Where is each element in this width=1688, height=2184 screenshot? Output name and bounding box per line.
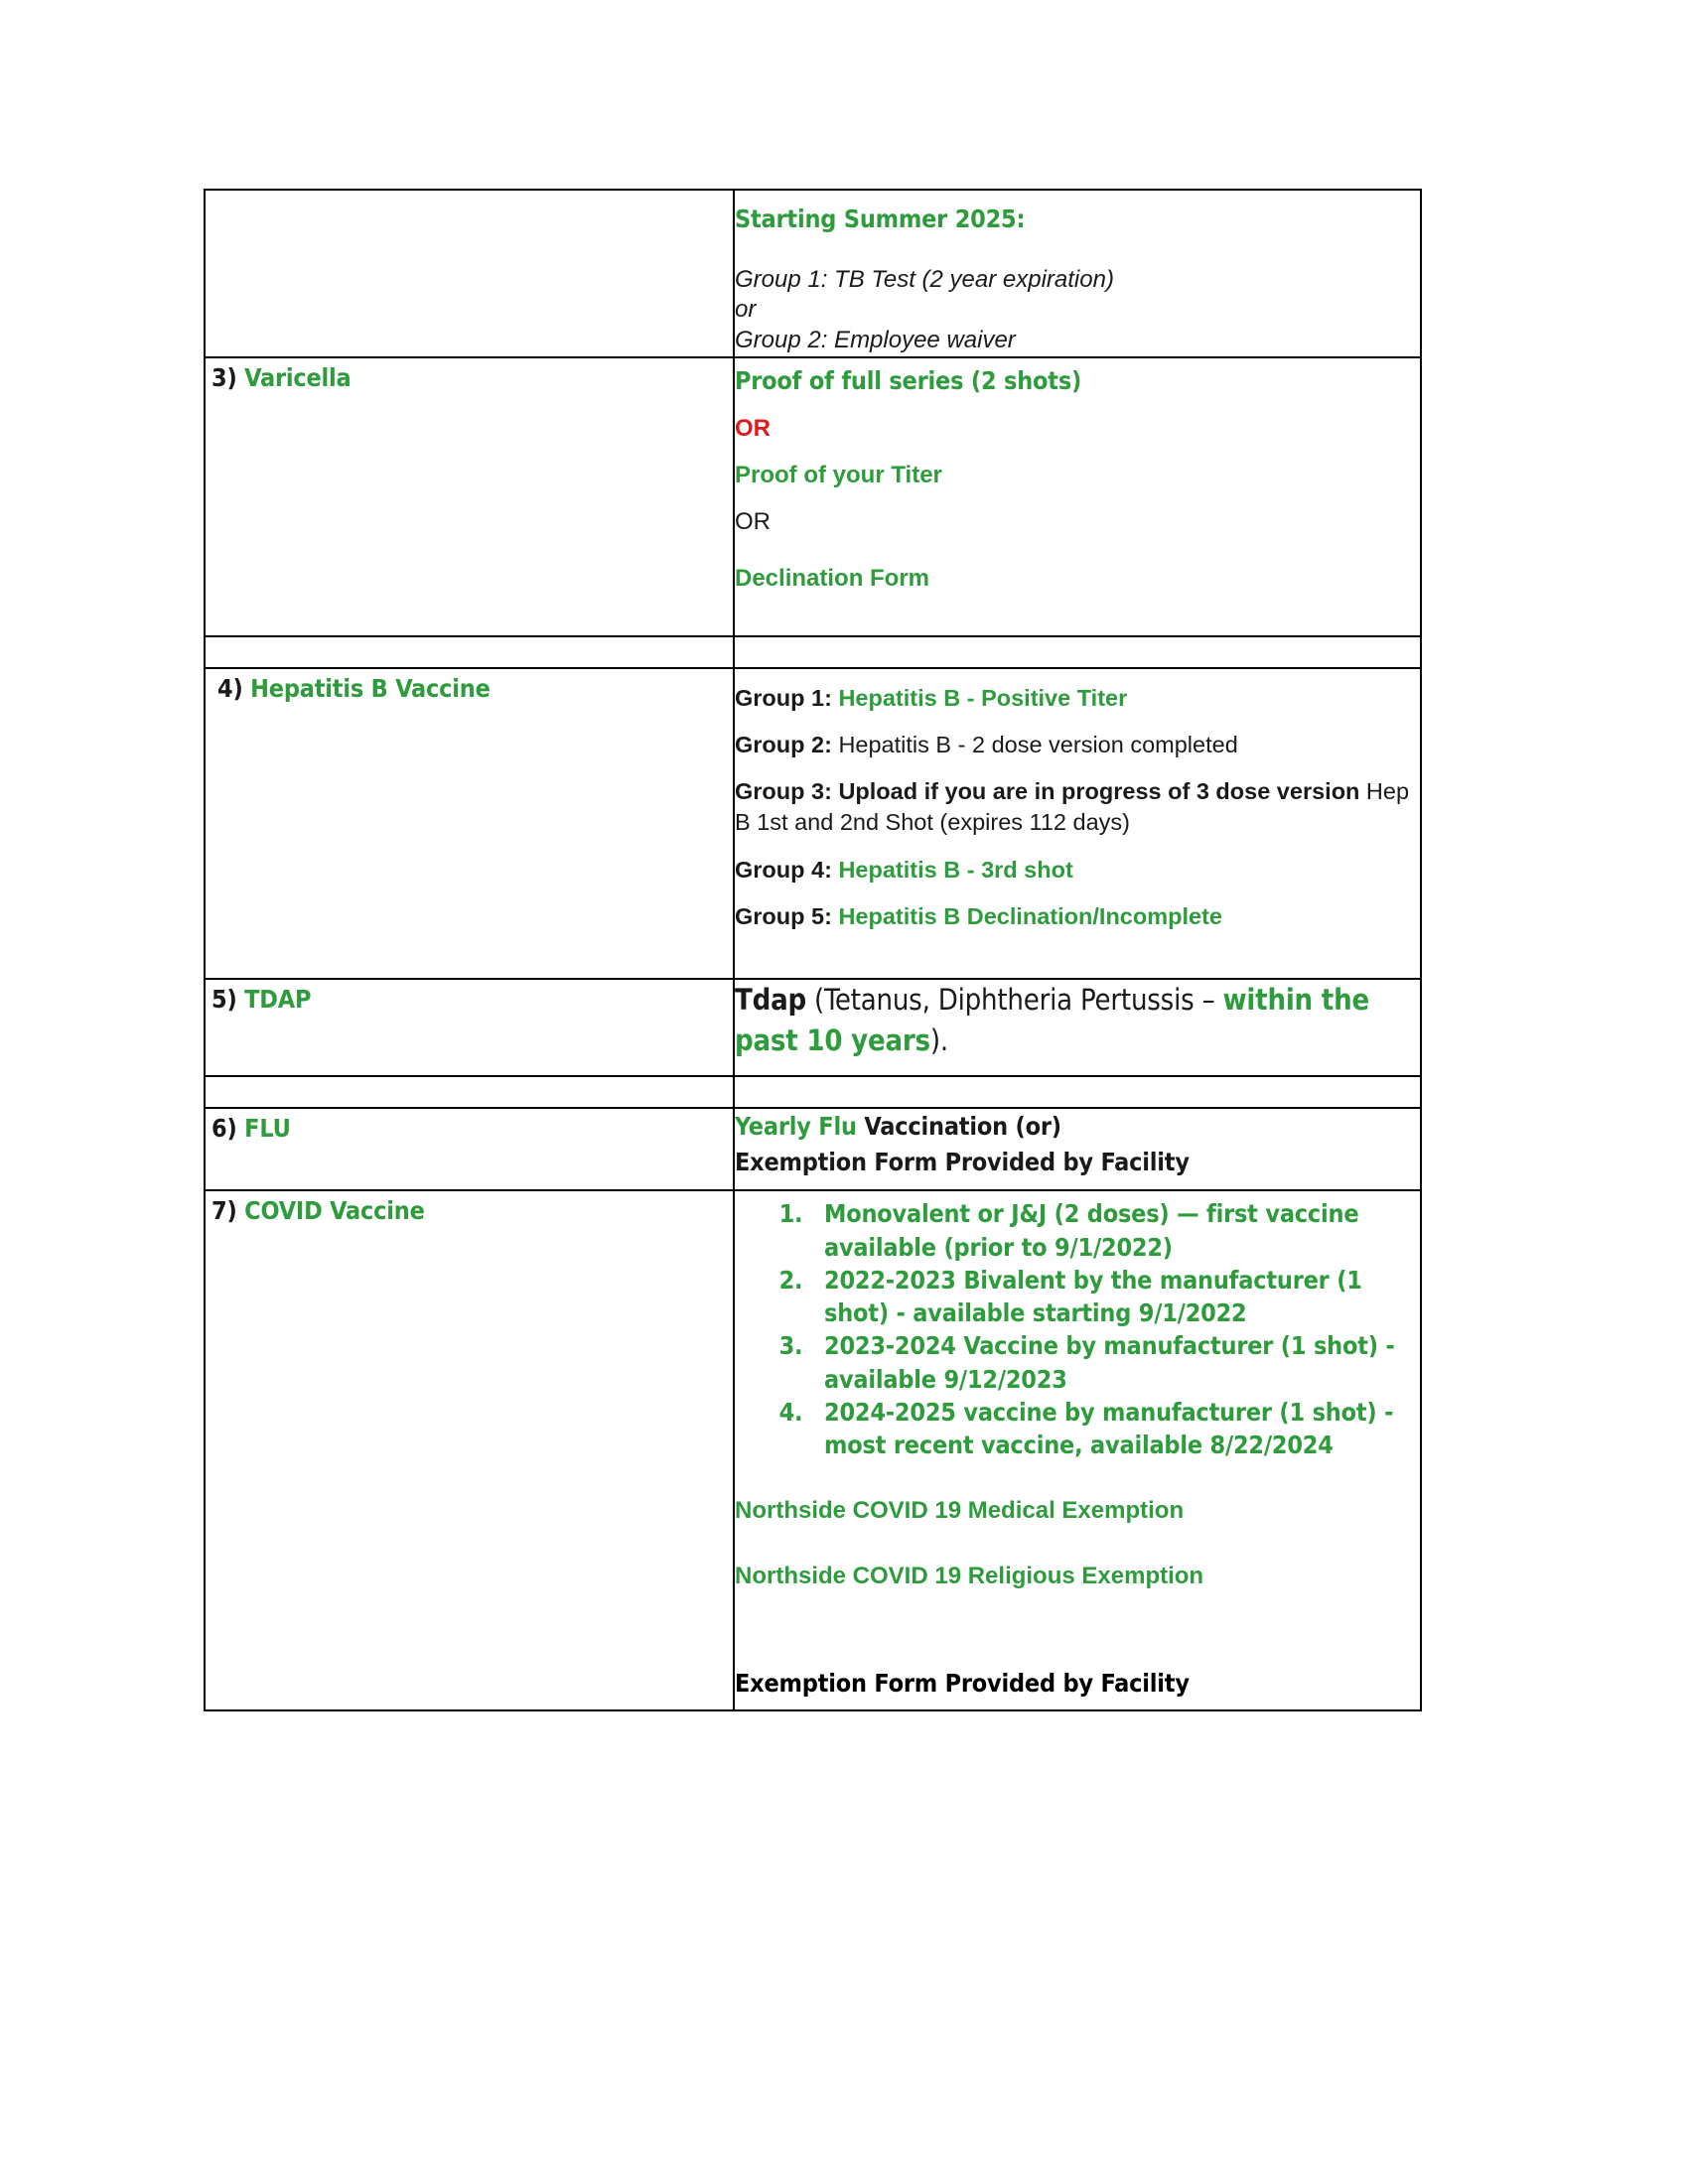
hepb-number: 4) (217, 673, 243, 703)
covid-name: COVID Vaccine (236, 1196, 425, 1226)
covid-label (211, 1195, 733, 1228)
spacer-1-right (734, 636, 1421, 668)
hepb-group-3 (735, 776, 1420, 839)
tdap-plain: (Tetanus, Diphtheria Pertussis – (805, 983, 1223, 1018)
flu-line-1 (735, 1109, 1420, 1145)
hepb-group-1 (735, 683, 1420, 714)
covid-body-cell (734, 1190, 1421, 1709)
flu-line-2: Exemption Form Provided by Facility (735, 1147, 1190, 1176)
hepb-label (217, 673, 733, 706)
varicella-number: 3) (211, 362, 237, 392)
covid-vaccine-list (735, 1197, 1420, 1461)
hepb-group-4-value: Hepatitis B - 3rd shot (831, 856, 1073, 883)
varicella-body-cell (734, 357, 1421, 636)
table-row-varicella (205, 357, 1421, 636)
list-item: 1. Monovalent or J&J (2 doses) — first vaccine available (prior to 9/1/2022) (810, 1197, 1420, 1264)
covid-spacer-1 (735, 1461, 1420, 1495)
tdap-text (735, 980, 1420, 1061)
hepb-group-1-name: Group 1: (735, 684, 832, 711)
varicella-name: Varicella (236, 362, 352, 392)
hepb-group-5-name: Group 5: (735, 902, 832, 929)
table-row-tb (205, 190, 1421, 357)
tdap-name: TDAP (236, 985, 312, 1015)
varicella-or-1: OR (735, 415, 771, 443)
flu-label (211, 1113, 733, 1146)
flu-label-cell (205, 1108, 734, 1190)
list-item: 4. 2024-2025 vaccine by manufacturer (1 shot) - most recent vaccine, available 8/22/2024 (810, 1396, 1420, 1462)
covid-medical-exemption: Northside COVID 19 Medical Exemption (735, 1497, 1185, 1525)
tb-group2: Group 2: Employee waiver (735, 326, 1016, 353)
tb-or: or (735, 296, 757, 324)
hepb-group-3-plain: Hep B 1st and 2nd Shot (expires 112 days) (735, 778, 1410, 836)
hepb-label-cell (205, 668, 734, 980)
hepb-group-4-name: Group 4: (735, 856, 832, 883)
table-row-flu (205, 1108, 1421, 1190)
hepb-group-3-name: Group 3: (735, 778, 832, 805)
spacer-2-left (205, 1076, 734, 1108)
tdap-body-cell (734, 979, 1421, 1076)
varicella-line-1: Proof of full series (2 shots) (735, 365, 1082, 395)
tdap-green: within the past 10 years (735, 983, 1369, 1058)
covid-label-cell (205, 1190, 734, 1709)
tdap-number: 5) (211, 985, 237, 1015)
varicella-label-cell (205, 357, 734, 636)
list-item: 3. 2023-2024 Vaccine by manufacturer (1 shot) - available 9/12/2023 (810, 1329, 1420, 1396)
hepb-group-3-bold: Upload if you are in progress of 3 dose version (831, 778, 1360, 805)
table-row-hepatitis-b (205, 668, 1421, 980)
tb-label-empty (206, 191, 733, 356)
tdap-tail: ). (929, 1024, 948, 1058)
hepb-group-5-value: Hepatitis B Declination/Incomplete (831, 902, 1222, 929)
table-row-spacer-2 (205, 1076, 1421, 1108)
table-row-tdap (205, 979, 1421, 1076)
list-item: 2. 2022-2023 Bivalent by the manufacturer (1 shot) - available starting 9/1/2022 (810, 1264, 1420, 1330)
flu-name: FLU (236, 1114, 291, 1144)
tb-body-cell (734, 190, 1421, 357)
spacer-2-right (734, 1076, 1421, 1108)
varicella-label (211, 362, 733, 395)
tb-label-cell (205, 190, 734, 357)
hepb-group-2-value: Hepatitis B - 2 dose version completed (831, 731, 1238, 757)
flu-number: 6) (211, 1114, 237, 1144)
hepb-group-2-name: Group 2: (735, 731, 832, 757)
hepb-group-4 (735, 855, 1420, 886)
covid-religious-exemption: Northside COVID 19 Religious Exemption (735, 1562, 1204, 1589)
covid-facility-form: Exemption Form Provided by Facility (735, 1668, 1190, 1698)
tb-heading: Starting Summer 2025: (735, 205, 1026, 233)
hepb-group-1-value: Hepatitis B - Positive Titer (831, 684, 1128, 711)
varicella-line-3: Declination Form (735, 565, 930, 593)
spacer-1-left (205, 636, 734, 668)
covid-spacer-3 (735, 1591, 1420, 1669)
table-row-spacer-1 (205, 636, 1421, 668)
hepb-group-2 (735, 730, 1420, 760)
hepb-name: Hepatitis B Vaccine (242, 673, 491, 703)
varicella-line-2: Proof of your Titer (735, 462, 942, 489)
tb-spacer (735, 237, 1420, 265)
tdap-label (211, 984, 733, 1017)
tb-group1: Group 1: TB Test (2 year expiration) (735, 265, 1114, 293)
table-row-covid (205, 1190, 1421, 1709)
flu-black: Vaccination (or) (856, 1112, 1061, 1142)
hepb-body-cell (734, 668, 1421, 980)
tdap-label-cell (205, 979, 734, 1076)
vaccination-requirements-table (204, 189, 1422, 1711)
tdap-bold-name: Tdap (735, 983, 806, 1018)
flu-body-cell (734, 1108, 1421, 1190)
varicella-or-2: OR (735, 508, 771, 536)
covid-spacer-2 (735, 1527, 1420, 1561)
covid-number: 7) (211, 1196, 237, 1226)
flu-green: Yearly Flu (735, 1112, 857, 1142)
hepb-group-5 (735, 901, 1420, 932)
